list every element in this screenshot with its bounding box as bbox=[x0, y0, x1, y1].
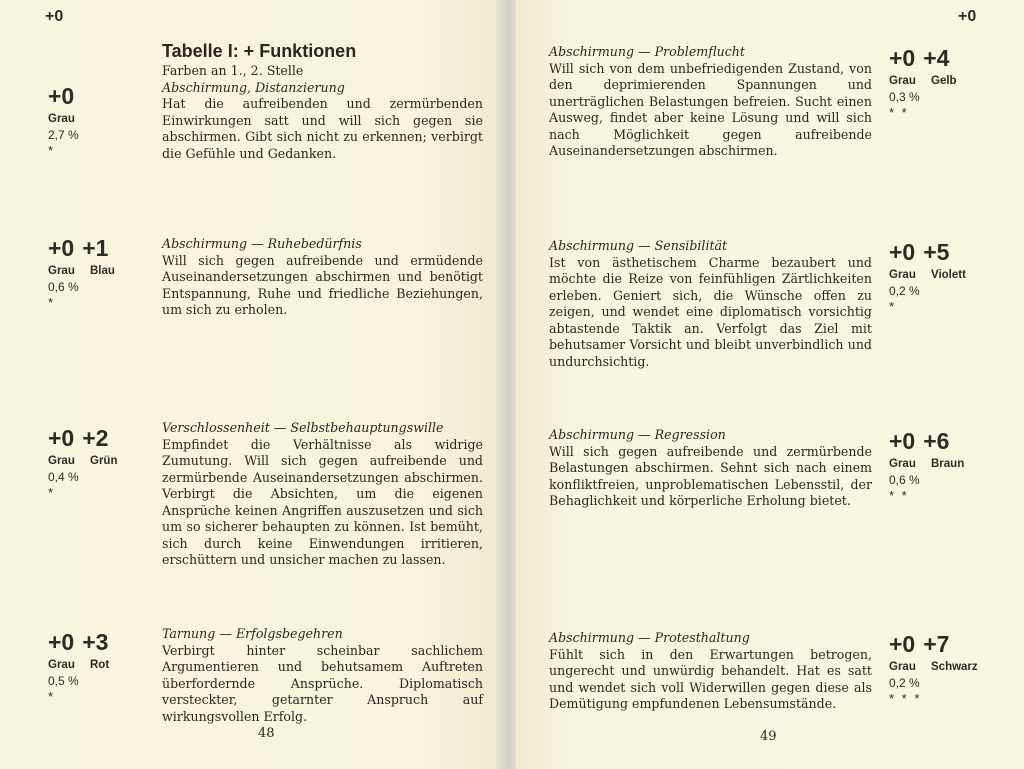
color-names bbox=[889, 269, 966, 281]
rating-stars: * * bbox=[889, 105, 909, 120]
code-numbers bbox=[48, 426, 117, 450]
code-numbers bbox=[48, 236, 115, 260]
color-name: Grau bbox=[48, 455, 75, 467]
color-names bbox=[48, 659, 109, 671]
code-number: +0 bbox=[48, 425, 75, 451]
entry-text: Will sich von dem unbefriedigenden Zustand, von den deprimierenden Spannungen und unerträglichen Belastungen befreien. Sucht einen Ausweg, findet aber keine Lösung und will sich nach Möglichkeit gegen aufreibende Auseinandersetzungen abschirmen. bbox=[549, 60, 872, 158]
code-numbers bbox=[889, 429, 964, 453]
rating-stars: * bbox=[48, 485, 56, 500]
entry-title: Abschirmung — Problemflucht bbox=[549, 44, 745, 59]
entry-text: Ist von ästhetischem Charme bezaubert und möchte die Reize von feinfühligen Zärtlichkeiten erleben. Geniert sich, die Wünsche offen zu zeigen, und wendet eine diplomatisch vorsichtig abtastende Taktik an. Verfolgt das Ziel mit behutsamer Vorsicht und bleibt unverbindlich und undurchsichtig. bbox=[549, 254, 872, 369]
percentage: 0,3 % bbox=[889, 90, 920, 104]
code-number: +0 bbox=[889, 428, 916, 454]
table-entry bbox=[549, 44, 872, 160]
left-corner-code: +0 bbox=[45, 8, 64, 25]
color-names bbox=[48, 265, 115, 277]
table-entry bbox=[162, 420, 483, 569]
table-entry bbox=[162, 236, 483, 319]
color-names bbox=[48, 455, 117, 467]
code-numbers bbox=[48, 84, 79, 108]
rating-stars: * bbox=[48, 143, 56, 158]
color-code-block bbox=[889, 632, 978, 706]
color-name: Grau bbox=[48, 265, 75, 277]
color-names bbox=[889, 661, 978, 673]
percentage: 0,6 % bbox=[48, 280, 79, 294]
entry-title: Tarnung — Erfolgsbegehren bbox=[162, 626, 343, 641]
entry-title: Abschirmung — Sensibilität bbox=[549, 238, 728, 253]
code-number: +1 bbox=[82, 235, 109, 261]
entry-title: Abschirmung — Ruhebedürfnis bbox=[162, 236, 362, 251]
color-code-block bbox=[889, 240, 966, 314]
table-entry bbox=[549, 427, 872, 510]
table-heading: Tabelle I: + Funktionen bbox=[162, 41, 357, 61]
table-entry bbox=[162, 41, 483, 162]
entry-text: Hat die aufreibenden und zermürbenden Einwirkungen satt und will sich gegen sie abschirmen. Gibt sich nicht zu erkennen; verbirgt die Gefühle und Gedanken. bbox=[162, 96, 483, 161]
percentage: 0,4 % bbox=[48, 470, 79, 484]
table-entry bbox=[162, 626, 483, 725]
color-name: Blau bbox=[90, 265, 115, 277]
percentage: 0,2 % bbox=[889, 676, 920, 690]
color-name: Braun bbox=[931, 458, 965, 470]
rating-stars: * * * bbox=[889, 691, 922, 706]
code-number: +0 bbox=[889, 631, 916, 657]
color-name: Violett bbox=[931, 269, 966, 281]
page-number: 48 bbox=[258, 726, 275, 741]
color-name: Schwarz bbox=[931, 661, 978, 673]
code-numbers bbox=[48, 630, 109, 654]
color-code-block bbox=[48, 236, 115, 310]
page-number: 49 bbox=[760, 729, 777, 744]
color-code-block bbox=[48, 84, 79, 158]
percentage: 0,6 % bbox=[889, 473, 920, 487]
color-code-block bbox=[48, 630, 109, 704]
color-names bbox=[889, 75, 957, 87]
color-name: Grau bbox=[48, 659, 75, 671]
color-name: Grün bbox=[90, 455, 118, 467]
entry-text: Verbirgt hinter scheinbar sachlichem Argumentieren und behutsamem Auftreten überfordernde Ansprüche. Diplomatisch versteckter, getarnter Anspruch auf wirkungsvollen Erfolg. bbox=[162, 642, 483, 724]
table-entry bbox=[549, 238, 872, 370]
color-name: Rot bbox=[90, 659, 110, 671]
color-names bbox=[889, 458, 964, 470]
color-code-block bbox=[889, 46, 957, 120]
right-corner-code: +0 bbox=[958, 8, 977, 25]
table-subheading: Farben an 1., 2. Stelle bbox=[162, 63, 304, 78]
percentage: 0,2 % bbox=[889, 284, 920, 298]
code-numbers bbox=[889, 632, 978, 656]
code-number: +0 bbox=[889, 239, 916, 265]
color-name: Grau bbox=[889, 458, 916, 470]
entry-title: Abschirmung — Regression bbox=[549, 427, 726, 442]
code-number: +7 bbox=[923, 631, 950, 657]
rating-stars: * bbox=[48, 295, 56, 310]
code-number: +5 bbox=[923, 239, 950, 265]
code-numbers bbox=[889, 46, 957, 70]
code-number: +4 bbox=[923, 45, 950, 71]
color-name: Grau bbox=[48, 113, 75, 125]
code-number: +0 bbox=[48, 83, 75, 109]
rating-stars: * bbox=[889, 299, 897, 314]
code-number: +6 bbox=[923, 428, 950, 454]
color-code-block bbox=[48, 426, 117, 500]
entry-text: Empfindet die Verhältnisse als widrige Zumutung. Will sich gegen aufreibende und zermürbende Auseinandersetzungen abschirmen. Verbirgt die Absichten, um die eigenen Ansprüche keinen Angriffen auszusetzen und sich um so sicherer behaupten zu können. Ist bemüht, sich durch keine Einwendungen irritieren, erschüttern und unsicher machen zu lassen. bbox=[162, 436, 483, 567]
entry-text: Will sich gegen aufreibende und zermürbende Belastungen abschirmen. Sehnt sich nach einem konfliktfreien, unproblematischen Lebensstil, der Behaglichkeit und körperliche Erholung bietet. bbox=[549, 443, 872, 508]
code-numbers bbox=[889, 240, 966, 264]
color-name: Grau bbox=[889, 269, 916, 281]
color-names bbox=[48, 113, 79, 125]
color-code-block bbox=[889, 429, 964, 503]
code-number: +0 bbox=[48, 629, 75, 655]
entry-text: Will sich gegen aufreibende und ermüdende Auseinandersetzungen abschirmen und benötigt Entspannung, Ruhe und friedliche Beziehungen, um sich zu erholen. bbox=[162, 252, 483, 317]
entry-text: Fühlt sich in den Erwartungen betrogen, ungerecht und unwürdig behandelt. Hat es satt und wendet sich voll Widerwillen gegen diese als Demütigung empfundenen Lebensumstände. bbox=[549, 646, 872, 711]
entry-title: Abschirmung — Protesthaltung bbox=[549, 630, 750, 645]
code-number: +2 bbox=[82, 425, 109, 451]
percentage: 2,7 % bbox=[48, 128, 79, 142]
rating-stars: * * bbox=[889, 488, 909, 503]
book-spine bbox=[496, 0, 518, 769]
rating-stars: * bbox=[48, 689, 56, 704]
table-entry bbox=[549, 630, 872, 713]
code-number: +3 bbox=[82, 629, 109, 655]
entry-title: Abschirmung, Distanzierung bbox=[162, 79, 345, 95]
percentage: 0,5 % bbox=[48, 674, 79, 688]
code-number: +0 bbox=[889, 45, 916, 71]
color-name: Gelb bbox=[931, 75, 957, 87]
color-name: Grau bbox=[889, 661, 916, 673]
color-name: Grau bbox=[889, 75, 916, 87]
code-number: +0 bbox=[48, 235, 75, 261]
entry-title: Verschlossenheit — Selbstbehauptungswille bbox=[162, 420, 444, 435]
